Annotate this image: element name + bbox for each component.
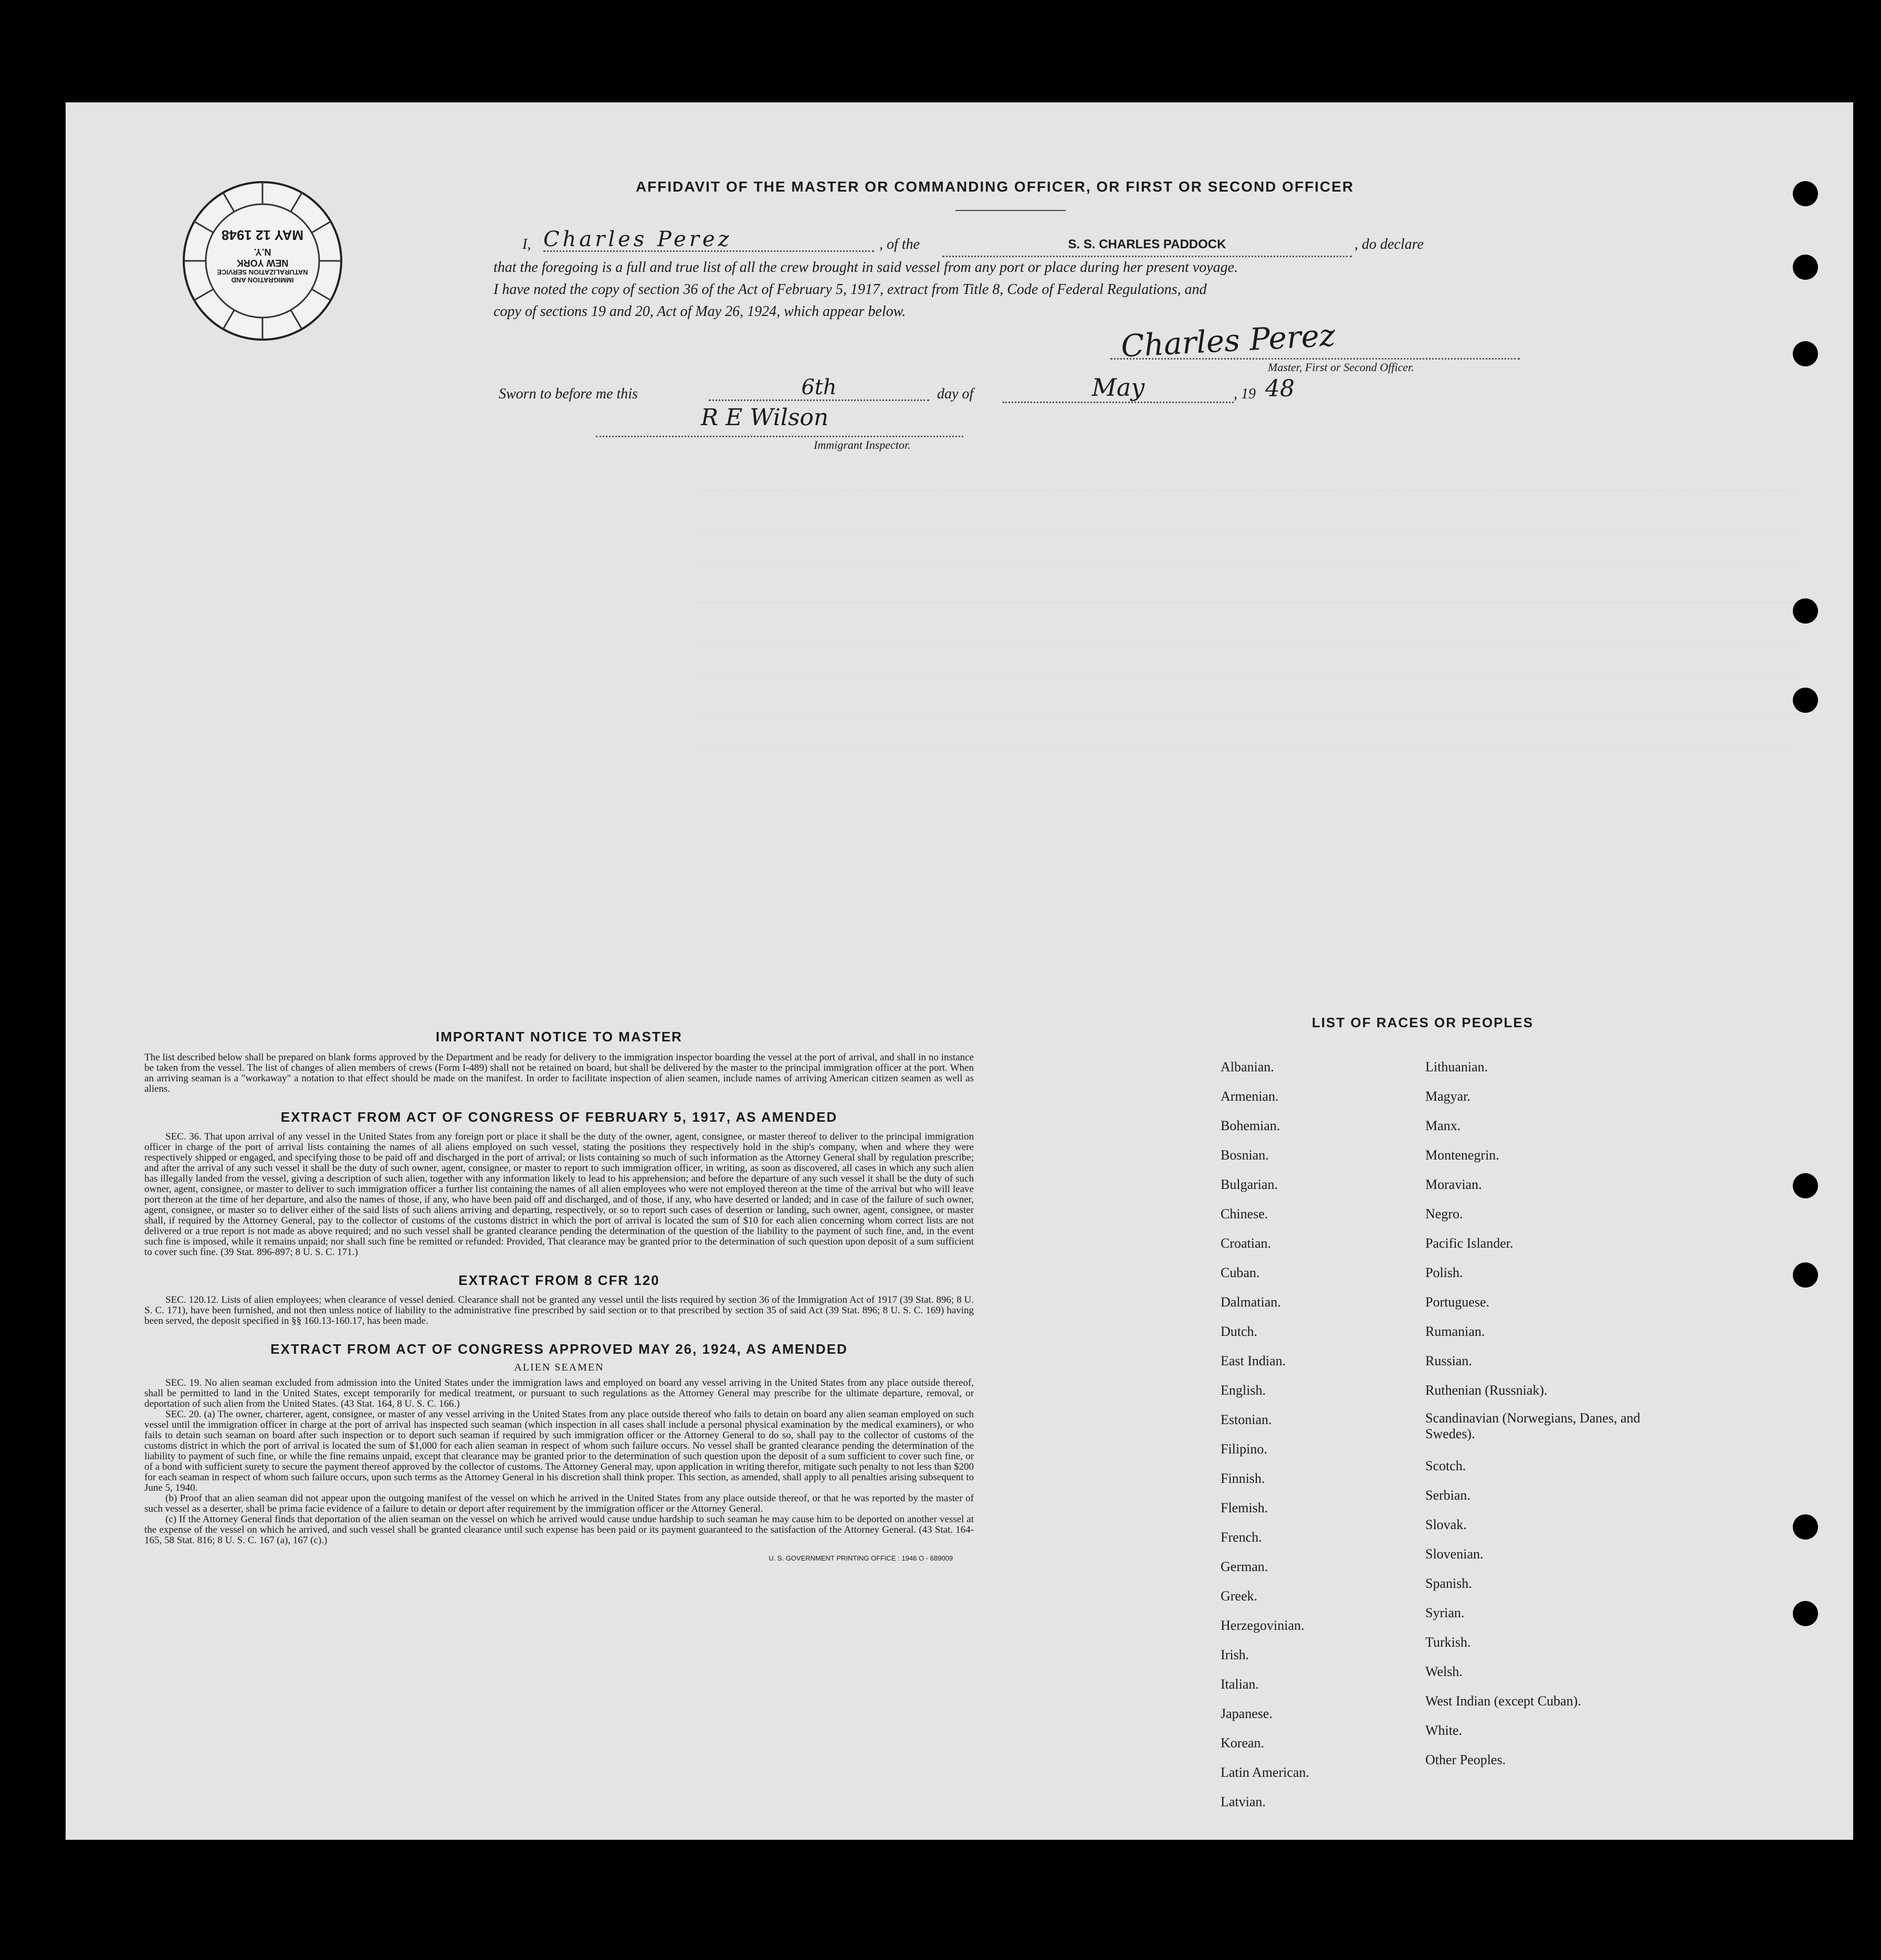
signer-title: Master, First or Second Officer.: [1268, 361, 1414, 374]
stamp-text-date: MAY 12 1948: [221, 227, 304, 243]
stamp-text-city: NEW YORK: [236, 258, 289, 268]
races-title: LIST OF RACES OR PEOPLES: [1311, 1015, 1534, 1030]
signature-line: [1110, 358, 1520, 360]
race-item: Latin American.: [1221, 1765, 1309, 1780]
race-item: Cuban.: [1221, 1265, 1260, 1280]
title-rule: [955, 210, 1066, 211]
race-item: Other Peoples.: [1425, 1752, 1506, 1767]
sworn-day: 6th: [709, 375, 929, 401]
master-name: Charles Perez: [543, 228, 874, 252]
race-item: Negro.: [1425, 1206, 1463, 1221]
vessel-name: S. S. CHARLES PADDOCK: [942, 234, 1352, 257]
race-item: East Indian.: [1221, 1353, 1286, 1368]
extract-1917-text: SEC. 36. That upon arrival of any vessel in the United States from any foreign port or place it shall be the duty of the owner, agent, consignee, or master thereof to deliver to the principal immigration officer in charge of the port of arrival lists containing the names of all aliens employed on such vessel, stating the positions they respectively hold in the ship's company, when and where they were respectively shipped or engaged, and specifying those to be paid off and discharged in the port of arrival; or lists containing so much of such information as the Attorney General shall by regulation prescribe; and after the arrival of any such vessel it shall be the duty of such owner, agent, consignee, or master to report to such immigration officer, in writing, as soon as discovered, all cases in which any such alien has illegally landed from the vessel, giving a description of such alien, together with any information likely to lead to his apprehension; and before the departure of any such vessel it shall be the duty of such owner, agent, consignee, or master to deliver to such immigration officer a further list containing the names of all alien employees who were not employed thereon at the time of the arrival but who will leave port thereon at the time of her departure, and also the names of those, if any, who have been paid off and discharged, and of those, if any, who have deserted or landed; and in case of the failure of such owner, agent, consignee, or master so to deliver either of the said lists of such aliens arriving and departing, respectively, or so to report such cases of desertion or landing, such owner, agent, consignee, or master shall, if required by the Attorney General, pay to the collector of customs of the customs district in which the port of arrival is located the sum of $10 for each alien concerning whom correct lists are not delivered or a true report is not made as above required; and no such vessel shall be granted clearance pending the determination of the question of the liability to the payment of such fine, and, in the event such fine is imposed, while it remains unpaid; nor shall such fine be remitted or refunded: Provided, That clearance may be granted prior to the determination of such question upon deposit of a sum sufficient to cover such fine. (39 Stat. 896-897; 8 U. S. C. 171.): [144, 1131, 974, 1258]
race-item: Lithuanian.: [1425, 1059, 1488, 1074]
punch-hole: [1793, 341, 1818, 366]
sec20c-text: (c) If the Attorney General finds that deportation of the alien seaman on the vessel on which he arrived would cause undue hardship to such seaman he may cause him to be deported on another vessel at the expense of the vessel on which he arrived, and such vessel shall be granted clearance until such expense has been paid or its payment guaranteed to the satisfaction of the Attorney General. (43 Stat. 164-165, 58 Stat. 816; 8 U. S. C. 167 (a), 167 (c).): [144, 1514, 974, 1546]
races-column-1: [1221, 1052, 1420, 1817]
race-item: Spanish.: [1425, 1576, 1472, 1591]
stamp-text-state: N.Y.: [254, 247, 271, 257]
document-page: [66, 102, 1853, 1840]
punch-hole: [1793, 1173, 1818, 1198]
race-item: Polish.: [1425, 1265, 1463, 1280]
race-item: Montenegrin.: [1425, 1147, 1499, 1163]
do-declare-label: , do declare: [1354, 236, 1424, 252]
race-item: Syrian.: [1425, 1605, 1465, 1620]
inspector-signature: R E Wilson: [701, 404, 829, 431]
race-item: White.: [1425, 1723, 1463, 1738]
notice-title: IMPORTANT NOTICE TO MASTER: [436, 1029, 682, 1045]
race-item: Chinese.: [1221, 1206, 1268, 1221]
punch-hole: [1793, 255, 1818, 280]
race-item: Irish.: [1221, 1647, 1249, 1662]
notice-text: The list described below shall be prepared on blank forms approved by the Department and be ready for delivery to the immigration inspector boarding the vessel at the port of arrival, and shall in no instance be taken from the vessel. The list of changes of alien members of crews (Form I-489) shall not be retained on board, but shall be delivered by the master to the principal immigration officer at the port. When an arriving seaman is a "workaway" a notation to that effect should be made on the manifest. In order to facilitate inspection of alien seamen, include names of arriving American citizen seamen as well as aliens.: [144, 1052, 974, 1094]
race-item: Herzegovinian.: [1221, 1618, 1305, 1633]
extract-1924-title: EXTRACT FROM ACT OF CONGRESS APPROVED MAY 26, 1924, AS AMENDED: [270, 1341, 848, 1357]
sworn-year: 48: [1265, 375, 1295, 402]
year-prefix: , 19: [1234, 386, 1256, 402]
extract-1917-title: EXTRACT FROM ACT OF CONGRESS OF FEBRUARY 5, 1917, AS AMENDED: [280, 1109, 838, 1125]
race-item: Japanese.: [1221, 1706, 1273, 1721]
inspector-title: Immigrant Inspector.: [814, 438, 911, 451]
sec20b-text: (b) Proof that an alien seaman did not appear upon the outgoing manifest of the vessel on which he arrived in the United States from any place outside thereof, or that he was reported by the master of such vessel as a deserter, shall be prima facie evidence of a failure to detain or deport after requirement by the immigration officer or the Attorney General.: [144, 1493, 974, 1514]
race-item: German.: [1221, 1559, 1268, 1574]
race-item: West Indian (except Cuban).: [1425, 1693, 1581, 1709]
race-item: Bulgarian.: [1221, 1177, 1278, 1192]
race-item: Greek.: [1221, 1588, 1258, 1604]
sec19-text: SEC. 19. No alien seaman excluded from admission into the United States under the immigration laws and employed on board any vessel arriving in the United States from any place outside thereof, shall be permitted to land in the United States, except temporarily for medical treatment, or pursuant to such regulations as the Attorney General may prescribe for the ultimate departure, removal, or deportation of such alien from the United States. (43 Stat. 164, 8 U. S. C. 166.): [144, 1377, 974, 1409]
stamp-text-service: IMMIGRATION AND NATURALIZATION SERVICE: [217, 268, 308, 284]
punch-hole: [1793, 1601, 1818, 1626]
i-label: I,: [522, 236, 531, 252]
race-item: Moravian.: [1425, 1177, 1482, 1192]
punch-hole: [1793, 1262, 1818, 1288]
master-signature: Charles Perez: [1120, 317, 1336, 364]
body-line-1: that the foregoing is a full and true list of all the crew brought in said vessel from any port or place during her present voyage.: [493, 259, 1238, 276]
punch-hole: [1793, 1514, 1818, 1540]
race-item: Filipino.: [1221, 1441, 1267, 1457]
affidavit-body: [493, 227, 1522, 323]
notice-section: [144, 1029, 974, 1562]
race-item: Rumanian.: [1425, 1324, 1485, 1339]
body-line-2: I have noted the copy of section 36 of the Act of February 5, 1917, extract from Title 8, Code of Federal Regulations, and: [493, 281, 1207, 298]
race-item: Scotch.: [1425, 1458, 1466, 1473]
punch-hole: [1793, 688, 1818, 713]
body-line-3: copy of sections 19 and 20, Act of May 26, 1924, which appear below.: [493, 303, 906, 320]
day-of-label: day of: [937, 386, 974, 402]
race-item: Dutch.: [1221, 1324, 1258, 1339]
declaration-line: [493, 227, 1522, 257]
race-item: Latvian.: [1221, 1794, 1266, 1809]
race-item: Scandinavian (Norwegians, Danes, and Swedes).: [1425, 1410, 1641, 1441]
race-item: Albanian.: [1221, 1059, 1274, 1074]
race-item: Turkish.: [1425, 1635, 1471, 1650]
race-item: Slovenian.: [1425, 1546, 1484, 1562]
printer-line: U. S. GOVERNMENT PRINTING OFFICE : 1946 O - 689009: [769, 1554, 953, 1562]
race-item: Russian.: [1425, 1353, 1472, 1368]
cfr-title: EXTRACT FROM 8 CFR 120: [458, 1272, 660, 1288]
race-item: Welsh.: [1425, 1664, 1463, 1679]
immigration-stamp: [178, 177, 346, 345]
race-item: Slovak.: [1425, 1517, 1467, 1532]
affidavit-title: AFFIDAVIT OF THE MASTER OR COMMANDING OFFICER, OR FIRST OR SECOND OFFICER: [635, 178, 1354, 195]
race-item: Korean.: [1221, 1735, 1265, 1751]
race-item: Finnish.: [1221, 1471, 1265, 1486]
race-item: Bohemian.: [1221, 1118, 1280, 1133]
race-item: English.: [1221, 1383, 1266, 1398]
race-item: Italian.: [1221, 1677, 1259, 1692]
cfr-text: SEC. 120.12. Lists of alien employees; when clearance of vessel denied. Clearance shall not be granted any vessel until the lists required by section 36 of the Immigration Act of 1917 (39 Stat. 896; 8 U. S. C. 171), have been furnished, and not then unless notice of liability to the administrative fine prescribed by said section or to that prescribed by section 35 of said Act (39 Stat. 896; 8 U. S. C. 169) having been served, the deposit specified in §§ 160.13-160.17, has been made.: [144, 1294, 974, 1326]
punch-hole: [1793, 181, 1818, 206]
of-the-label: , of the: [879, 236, 920, 252]
race-item: Magyar.: [1425, 1089, 1470, 1104]
inspector-line: [596, 436, 963, 437]
race-item: French.: [1221, 1530, 1262, 1545]
race-item: Estonian.: [1221, 1412, 1272, 1427]
races-column-2: [1425, 1052, 1667, 1775]
race-item: Manx.: [1425, 1118, 1461, 1133]
sworn-label: Sworn to before me this: [499, 386, 638, 402]
race-item: Armenian.: [1221, 1089, 1279, 1104]
extract-1924-subtitle: ALIEN SEAMEN: [514, 1362, 604, 1373]
sec20a-text: SEC. 20. (a) The owner, charterer, agent, consignee, or master of any vessel arriving in the United States from any place outside thereof who fails to detain on board any alien seaman employed on such vessel until the immigration officer in charge at the port of arrival has inspected such seaman (which inspection in all cases shall include a personal physical examination by the medical examiners), or who fails to detain such seaman on board after such inspection or to deport such seaman if required by such immigration officer or the Attorney General to do so, shall pay to the collector of customs of the customs district in which the port of arrival is located the sum of $1,000 for each alien seaman in respect of whom such failure occurs. No vessel shall be granted clearance pending the determination of the liability to payment of such fine, or while the fine remains unpaid, except that clearance may be granted prior to the determination of such question upon the deposit of a sum sufficient to cover such fine, or of a bond with sufficient surety to secure the payment thereof approved by the collector of customs. The Attorney General may, upon application in writing therefor, mitigate such penalty to not less than $200 for each seaman in respect of whom such failure occurs, upon such terms as the Attorney General in his discretion shall think proper. This section, as amended, shall apply to all penalties arising subsequent to June 5, 1940.: [144, 1409, 974, 1493]
race-item: Ruthenian (Russniak).: [1425, 1383, 1548, 1398]
race-item: Dalmatian.: [1221, 1294, 1281, 1310]
sworn-line: [499, 375, 1339, 407]
punch-hole: [1793, 598, 1818, 624]
race-item: Flemish.: [1221, 1500, 1268, 1515]
sworn-month: May: [1003, 373, 1234, 403]
race-item: Serbian.: [1425, 1488, 1470, 1503]
race-item: Bosnian.: [1221, 1147, 1269, 1163]
race-item: Pacific Islander.: [1425, 1236, 1514, 1251]
bleed-through-text: [696, 470, 1798, 1100]
race-item: Portuguese.: [1425, 1294, 1490, 1310]
race-item: Croatian.: [1221, 1236, 1271, 1251]
